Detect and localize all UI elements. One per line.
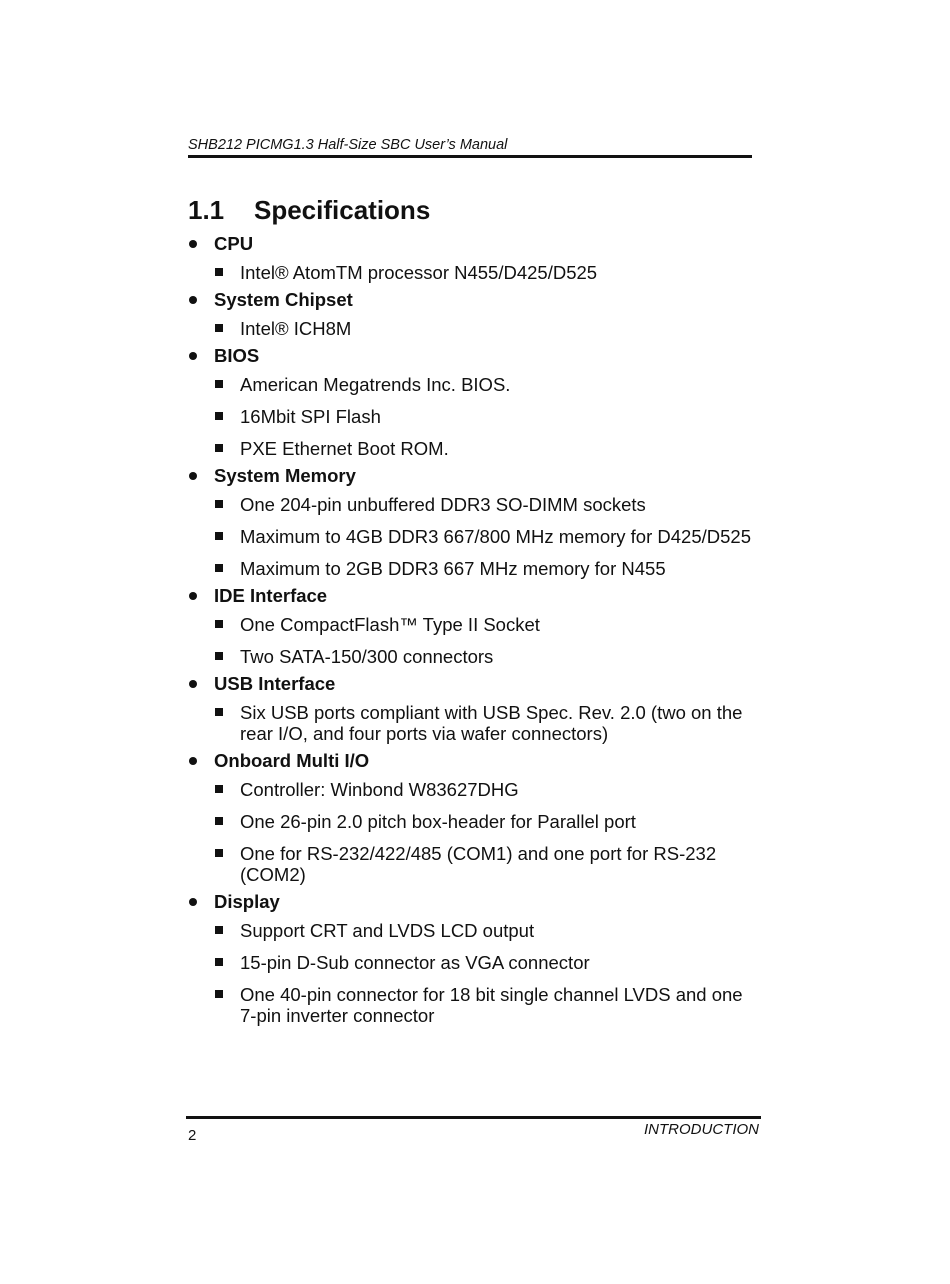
spec-item-list <box>188 494 763 579</box>
bullet-square-icon <box>215 652 223 660</box>
bullet-dot-icon <box>189 472 197 480</box>
spec-item-text: One CompactFlash™ Type II Socket <box>240 614 540 635</box>
spec-item-text: Maximum to 4GB DDR3 667/800 MHz memory for D425/D525 <box>240 526 751 547</box>
bullet-square-icon <box>215 785 223 793</box>
section-heading <box>188 195 430 226</box>
spec-item-list <box>188 920 763 1026</box>
bullet-square-icon <box>215 268 223 276</box>
spec-group-label: CPU <box>214 233 254 254</box>
bullet-dot-icon <box>189 352 197 360</box>
bullet-square-icon <box>215 958 223 966</box>
spec-group-title <box>188 584 763 608</box>
spec-group <box>188 288 763 339</box>
bullet-square-icon <box>215 324 223 332</box>
bullet-dot-icon <box>189 296 197 304</box>
spec-item-text: Intel® ICH8M <box>240 318 352 339</box>
spec-group-title <box>188 749 763 773</box>
spec-group-title <box>188 464 763 488</box>
section-number: 1.1 <box>188 195 225 225</box>
header-rule <box>188 155 752 158</box>
spec-group-label: System Memory <box>214 465 356 486</box>
spec-item-list <box>188 702 763 744</box>
spec-item <box>188 262 763 283</box>
bullet-square-icon <box>215 564 223 572</box>
spec-item-text: Six USB ports compliant with USB Spec. Rev. 2.0 (two on the rear I/O, and four ports via wafer connectors) <box>240 702 743 744</box>
page-number: 2 <box>188 1127 197 1144</box>
spec-group <box>188 344 763 459</box>
spec-item-list <box>188 318 763 339</box>
specification-list <box>188 232 763 1026</box>
spec-group-label: Onboard Multi I/O <box>214 750 370 771</box>
spec-item <box>188 952 763 973</box>
bullet-square-icon <box>215 380 223 388</box>
spec-item <box>188 526 763 547</box>
spec-item-text: PXE Ethernet Boot ROM. <box>240 438 449 459</box>
spec-group <box>188 584 763 667</box>
bullet-square-icon <box>215 926 223 934</box>
spec-item-text: Maximum to 2GB DDR3 667 MHz memory for N455 <box>240 558 666 579</box>
bullet-square-icon <box>215 817 223 825</box>
bullet-square-icon <box>215 532 223 540</box>
spec-item <box>188 318 763 339</box>
spec-item-text: Intel® AtomTM processor N455/D425/D525 <box>240 262 598 283</box>
bullet-dot-icon <box>189 898 197 906</box>
spec-item <box>188 374 763 395</box>
bullet-square-icon <box>215 620 223 628</box>
footer-rule <box>186 1116 761 1119</box>
bullet-dot-icon <box>189 592 197 600</box>
spec-item <box>188 920 763 941</box>
bullet-dot-icon <box>189 240 197 248</box>
bullet-square-icon <box>215 990 223 998</box>
spec-item <box>188 811 763 832</box>
spec-item-text: 15-pin D-Sub connector as VGA connector <box>240 952 590 973</box>
spec-item-text: Support CRT and LVDS LCD output <box>240 920 535 941</box>
footer-section-name: INTRODUCTION <box>644 1121 759 1138</box>
spec-item-text: 16Mbit SPI Flash <box>240 406 381 427</box>
spec-group <box>188 464 763 579</box>
spec-group-label: BIOS <box>214 345 260 366</box>
section-title: Specifications <box>254 195 431 225</box>
spec-group <box>188 890 763 1026</box>
spec-item <box>188 702 763 744</box>
spec-group-title <box>188 890 763 914</box>
spec-item-list <box>188 614 763 667</box>
spec-item-text: Controller: Winbond W83627DHG <box>240 779 519 800</box>
spec-item <box>188 779 763 800</box>
bullet-square-icon <box>215 708 223 716</box>
spec-item-list <box>188 374 763 459</box>
spec-group-title <box>188 232 763 256</box>
spec-item-list <box>188 262 763 283</box>
spec-item-list <box>188 779 763 885</box>
spec-item <box>188 558 763 579</box>
bullet-square-icon <box>215 444 223 452</box>
spec-item-text: One 204-pin unbuffered DDR3 SO-DIMM sockets <box>240 494 646 515</box>
spec-item <box>188 494 763 515</box>
bullet-square-icon <box>215 849 223 857</box>
spec-item-text: Two SATA-150/300 connectors <box>240 646 494 667</box>
spec-item-text: American Megatrends Inc. BIOS. <box>240 374 511 395</box>
spec-group-label: IDE Interface <box>214 585 328 606</box>
spec-group-label: USB Interface <box>214 673 336 694</box>
spec-group-label: Display <box>214 891 280 912</box>
spec-item-text: One 40-pin connector for 18 bit single channel LVDS and one 7-pin inverter connector <box>240 984 743 1026</box>
spec-item <box>188 984 763 1026</box>
spec-item <box>188 646 763 667</box>
spec-group-title <box>188 672 763 696</box>
bullet-dot-icon <box>189 757 197 765</box>
spec-item <box>188 406 763 427</box>
spec-group <box>188 232 763 283</box>
spec-group-title <box>188 288 763 312</box>
bullet-dot-icon <box>189 680 197 688</box>
spec-item <box>188 614 763 635</box>
spec-group-title <box>188 344 763 368</box>
spec-group <box>188 672 763 744</box>
spec-item <box>188 843 763 885</box>
spec-item-text: One for RS-232/422/485 (COM1) and one port for RS-232 (COM2) <box>240 843 717 885</box>
bullet-square-icon <box>215 500 223 508</box>
spec-group <box>188 749 763 885</box>
spec-item-text: One 26-pin 2.0 pitch box-header for Parallel port <box>240 811 636 832</box>
bullet-square-icon <box>215 412 223 420</box>
spec-item <box>188 438 763 459</box>
running-header: SHB212 PICMG1.3 Half-Size SBC User’s Manual <box>188 137 508 153</box>
spec-group-label: System Chipset <box>214 289 353 310</box>
